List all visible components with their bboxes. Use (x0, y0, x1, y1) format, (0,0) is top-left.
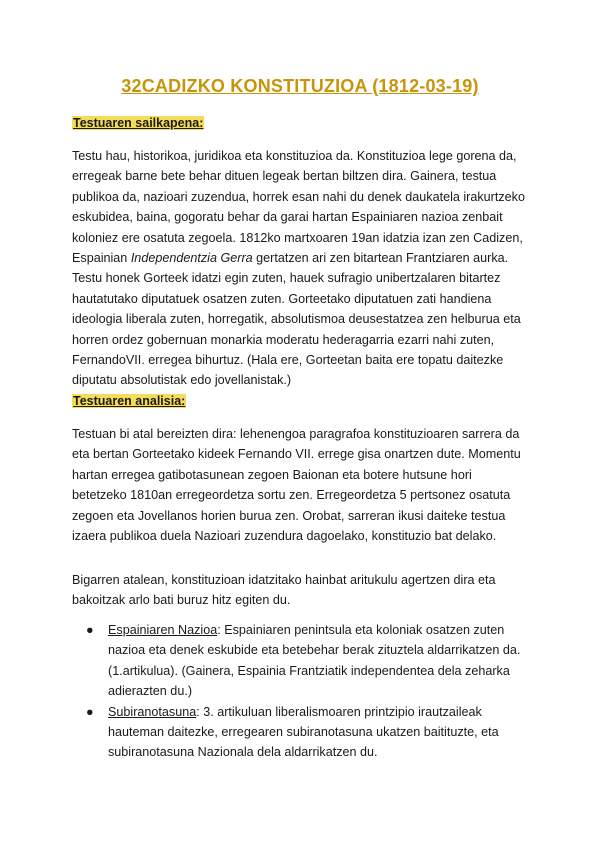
bullet-list (72, 620, 528, 763)
list-item (72, 620, 528, 702)
paragraph-analisia-1: Testuan bi atal bereizten dira: lehenengoa paragrafoa konstituzioaren sarrera da eta bertan Gorteetako kideek Fernando VII. errege gisa onartzen dute. Momentu hartan erregea gatibotasunean zegoen Baionan eta botere hutsune hori betetzeko 1810an erregeordetza sortu zen. Erregeordetza 5 pertsonez osatuta zegoen eta Jovellanos horien burua zen. Orobat, sarreran ikusi daiteke testua izaera publikoa duela Nazioari zuzendura dagoelako, konstituzio bat delako. (72, 427, 521, 544)
paragraph-italic-text: Independentzia Gerra (130, 251, 253, 266)
bullet-icon: ● (86, 623, 94, 637)
bullet-text: : Espainiaren penintsula eta koloniak osatzen zuten nazioa eta denek eskubide eta betebehar berak zituztela aldarrikatzen da. (1.artikulua). (Gainera, Espainia Frantziatik independentea dela zeharka adierazten du.) (108, 623, 521, 699)
bullet-icon: ● (86, 704, 94, 719)
section-heading-label: Testuaren analisia: (73, 394, 186, 408)
page-title: 32CADIZKO KONSTITUZIOA (1812-03-19) (121, 76, 479, 96)
section-heading-sailkapena (72, 116, 204, 130)
paragraph-analisia-2: Bigarren atalean, konstituzioan idatzitako hainbat aritukulu agertzen dira eta bakoitzak arlo bati buruz hitz egiten du. (72, 573, 496, 608)
section-heading-label: Testuaren sailkapena: (73, 116, 204, 130)
paragraph-text: Testu hau, historikoa, juridikoa eta konstituzioa da. Konstituzioa lege gorena da, erregeak barne bete behar dituen legeak bertan biltzen dira. Gainera, testua publikoa da, nazioari zuzendua, horrek esan nahi du denek daukatela irakurtzeko eskubidea, baina, gogoratu behar da garai hartan Espainiaren nazioa zenbait koloniez ere osatuta zegoela. 1812ko martxoaren 19an idatzia izan zen Cadizen, Espainian (72, 149, 525, 266)
bullet-term: Subiranotasuna (108, 704, 197, 719)
section-heading-analisia (72, 394, 186, 408)
list-item (72, 702, 528, 763)
bullet-text: : 3. artikuluan liberalismoaren printzipio irautzaileak hauteman daitezke, erregearen subiranotasuna ukatzen baitituzte, eta subiranotasuna Nazionala dela aldarrikatzen du. (108, 704, 499, 760)
paragraph-sailkapena (72, 146, 528, 391)
bullet-term: Espainiaren Nazioa (108, 623, 218, 637)
paragraph-text: gertatzen ari zen bitartean Frantziaren aurka. Testu honek Gorteek idatzi egin zuten, hauek sufragio unibertzalaren bitartez hautatutako diputatuek osatzen zuten. Gorteetako diputatuen zati handiena ideologia liberala zuten, horregatik, absolutismoa deusestatzea zen helburua eta horren ordez gobernuan monarkia moderatu hederagarria ezarri nahi zuten, FernandoVII. erregea bihurtuz. (Hala ere, Gorteetan baita ere topatu daitezke diputatu absolutistak edo jovellanistak.) (72, 251, 521, 388)
